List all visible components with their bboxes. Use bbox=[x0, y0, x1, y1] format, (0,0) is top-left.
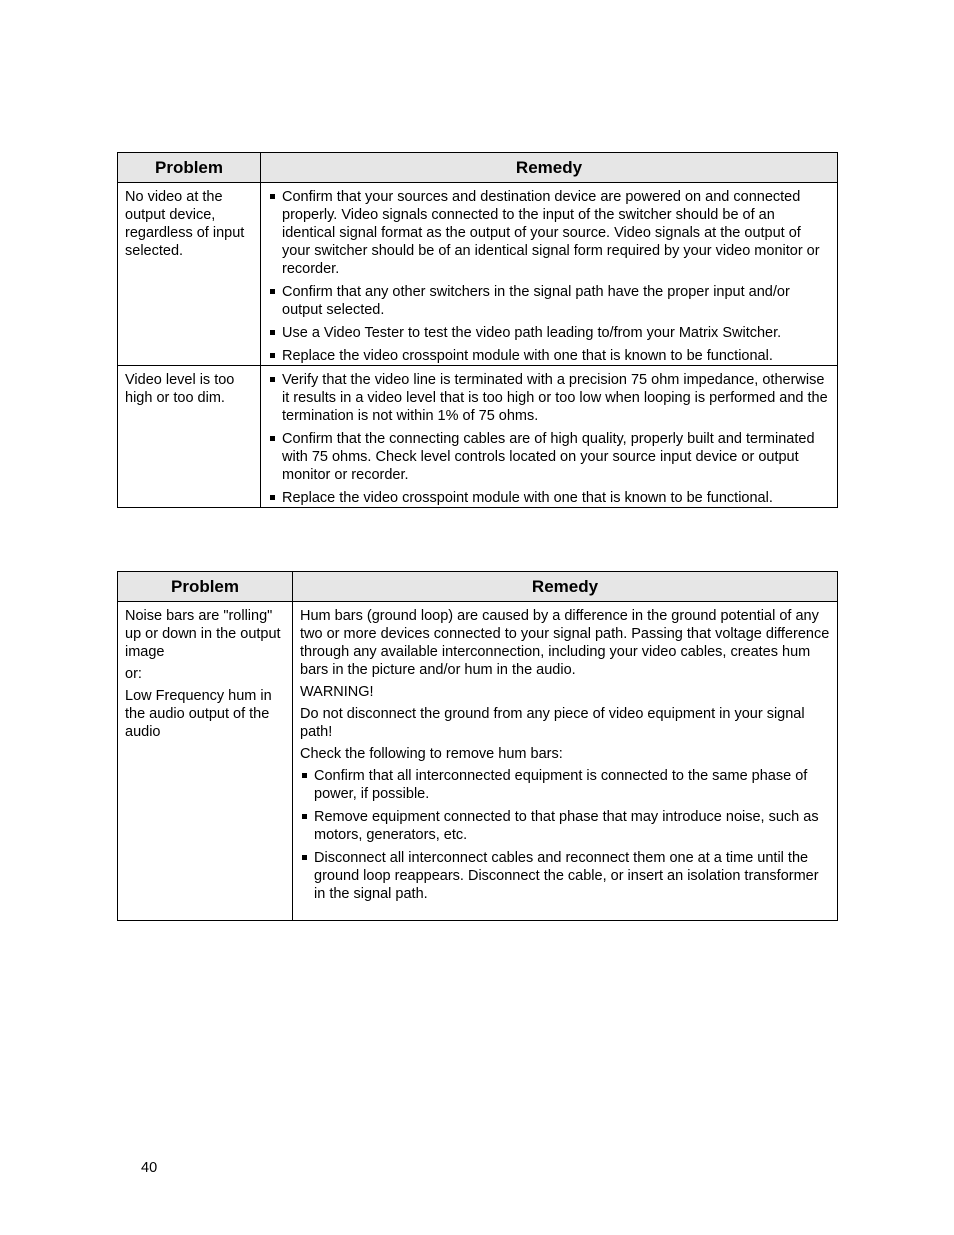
table-row bbox=[118, 366, 838, 508]
remedy-list bbox=[300, 767, 830, 903]
problem-text: Video level is too high or too dim. bbox=[125, 372, 235, 406]
problem-cell bbox=[118, 183, 261, 366]
warning-label: WARNING! bbox=[300, 684, 374, 700]
remedy-item: Confirm that any other switchers in the signal path have the proper input and/or output selected. bbox=[268, 283, 830, 319]
problem-column-header: Problem bbox=[118, 153, 261, 183]
remedy-item: Remove equipment connected to that phase that may introduce noise, such as motors, generators, etc. bbox=[300, 808, 830, 844]
troubleshooting-table-noise bbox=[117, 571, 838, 921]
remedy-item: Replace the video crosspoint module with one that is known to be functional. bbox=[268, 347, 830, 365]
problem-cell bbox=[118, 366, 261, 508]
remedy-item: Verify that the video line is terminated with a precision 75 ohm impedance, otherwise it results in a video level that is too high or too low when looping is performed and the termination is not within 1% of 75 ohms. bbox=[268, 371, 830, 425]
remedy-paragraph: Do not disconnect the ground from any piece of video equipment in your signal path! bbox=[300, 706, 805, 740]
problem-column-header: Problem bbox=[118, 572, 293, 602]
remedy-column-header: Remedy bbox=[261, 153, 838, 183]
remedy-item: Replace the video crosspoint module with one that is known to be functional. bbox=[268, 489, 830, 507]
troubleshooting-table-video bbox=[117, 152, 838, 508]
remedy-item: Confirm that all interconnected equipment is connected to the same phase of power, if possible. bbox=[300, 767, 830, 803]
remedy-cell bbox=[261, 366, 838, 508]
remedy-list bbox=[268, 188, 830, 365]
table-row bbox=[118, 183, 838, 366]
problem-text: Low Frequency hum in the audio output of the audio bbox=[125, 688, 272, 740]
remedy-list bbox=[268, 371, 830, 507]
remedy-cell bbox=[293, 602, 838, 921]
remedy-cell bbox=[261, 183, 838, 366]
remedy-item: Disconnect all interconnect cables and reconnect them one at a time until the ground loop reappears. Disconnect the cable, or insert an isolation transformer in the signal path. bbox=[300, 849, 830, 903]
problem-text: Noise bars are "rolling" up or down in the output image bbox=[125, 608, 281, 660]
page-number: 40 bbox=[141, 1160, 158, 1176]
problem-text: or: bbox=[125, 666, 142, 682]
remedy-column-header: Remedy bbox=[293, 572, 838, 602]
table-header-row bbox=[118, 572, 838, 602]
remedy-item: Confirm that your sources and destination device are powered on and connected properly. Video signals connected to the input of the switcher should be of an identical signal format as the output of your source. Video signals at the output of your switcher should be of an identical signal form required by your video monitor or recorder. bbox=[268, 188, 830, 278]
table-header-row bbox=[118, 153, 838, 183]
problem-cell bbox=[118, 602, 293, 921]
remedy-item: Confirm that the connecting cables are of high quality, properly built and terminated with 75 ohms. Check level controls located on your source input device or output monitor or recorder. bbox=[268, 430, 830, 484]
remedy-paragraph: Check the following to remove hum bars: bbox=[300, 746, 563, 762]
remedy-item: Use a Video Tester to test the video path leading to/from your Matrix Switcher. bbox=[268, 324, 830, 342]
remedy-paragraph: Hum bars (ground loop) are caused by a difference in the ground potential of any two or more devices connected to your signal path. Passing that voltage difference through any available interconnection, including your video cables, creates hum bars in the picture and/or hum in the audio. bbox=[300, 608, 830, 678]
table-row bbox=[118, 602, 838, 921]
problem-text: No video at the output device, regardless of input selected. bbox=[125, 189, 245, 259]
